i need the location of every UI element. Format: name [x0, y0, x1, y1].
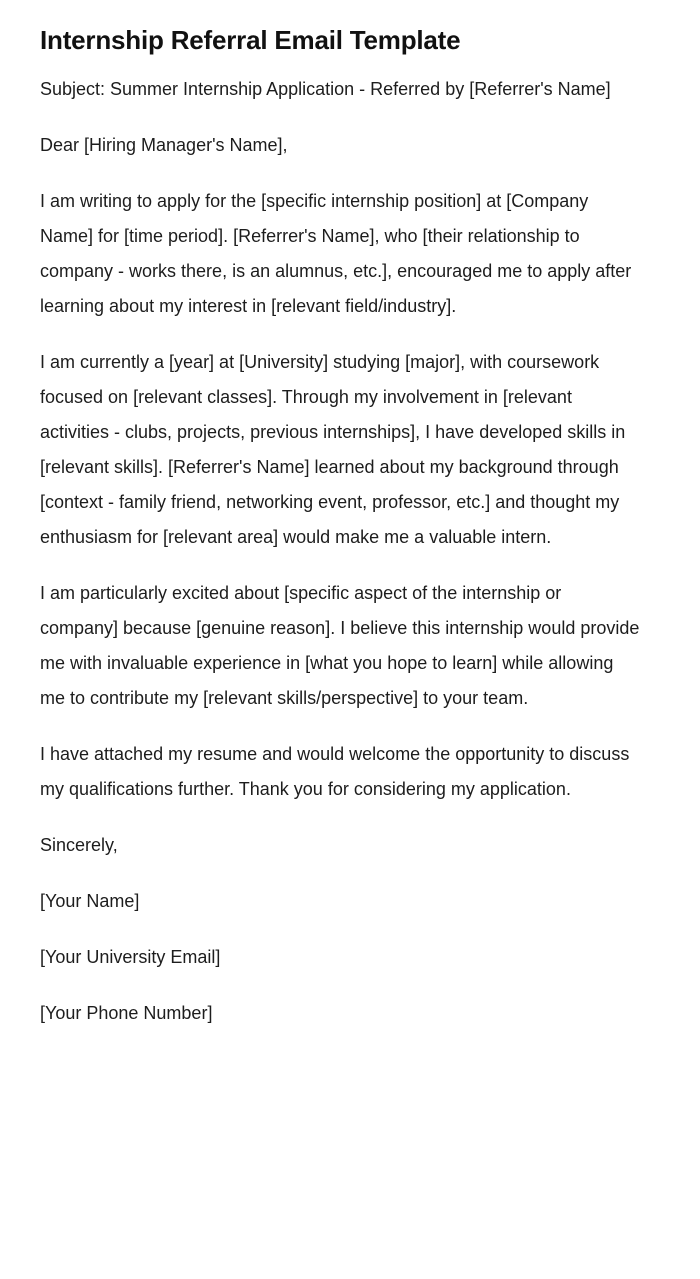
paragraph-salutation: Dear [Hiring Manager's Name], [40, 135, 288, 155]
signature-your-name: [Your Name] [40, 891, 140, 911]
paragraph-closing: I have attached my resume and would welcome the opportunity to discuss my qualifications further. Thank you for considering my application. [40, 744, 630, 799]
page-title: Internship Referral Email Template [40, 25, 461, 55]
signature-university-email: [Your University Email] [40, 947, 221, 967]
paragraph-motivation: I am particularly excited about [specific aspect of the internship or company] because [genuine reason]. I believe this internship would provide me with invaluable experience in [what you hope to learn] while allowing me to contribute my [relevant skills/perspective] to your team. [40, 583, 640, 708]
paragraph-subject-line: Subject: Summer Internship Application - Referred by [Referrer's Name] [40, 79, 611, 99]
paragraph-intro: I am writing to apply for the [specific internship position] at [Company Name] for [time period]. [Referrer's Name], who [their relationship to company - works there, is an alumnus, etc.], encouraged me to apply after learning about my interest in [relevant field/industry]. [40, 191, 632, 316]
signature-phone-number: [Your Phone Number] [40, 1003, 213, 1023]
paragraph-background: I am currently a [year] at [University] studying [major], with coursework focused on [relevant classes]. Through my involvement in [relevant activities - clubs, projects, previous internships], I have developed skills in [relevant skills]. [Referrer's Name] learned about my background through [context - family friend, networking event, professor, etc.] and thought my enthusiasm for [relevant area] would make me a valuable intern. [40, 352, 626, 547]
signoff-sincerely: Sincerely, [40, 835, 118, 855]
